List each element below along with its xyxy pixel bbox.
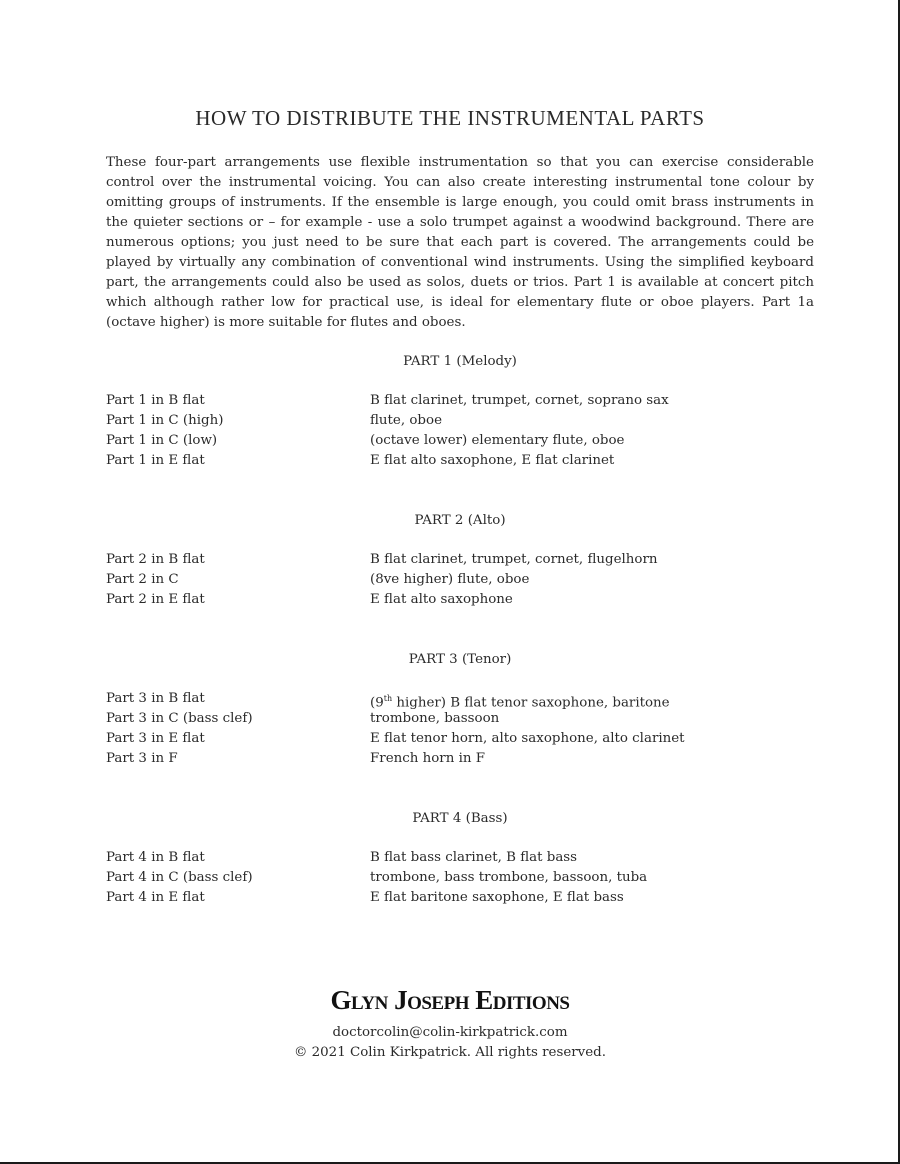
intro-paragraph: These four-part arrangements use flexible instrumentation so that you can exercise considerable control over the instrumental voicing. You can also create interesting instrumental tone colour by omitting groups of instruments. If the ensemble is large enough, you could omit brass instruments in the quieter sections or – for example - use a solo trumpet against a woodwind background. There are numerous options; you just need to be sure that each part is covered. The arrangements could be played by virtually any combination of conventional wind instruments. Using the simplified keyboard part, the arrangements could also be used as solos, duets or trios. Part 1 is available at concert pitch which although rather low for practical use, is ideal for elementary flute or oboe players. Part 1a (octave higher) is more suitable for flutes and oboes. [106, 155, 814, 330]
part-instruments: E flat alto saxophone [370, 592, 513, 607]
section-part-1 [106, 352, 814, 471]
part-instruments: trombone, bass trombone, bassoon, tuba [370, 870, 648, 885]
part-row [106, 888, 814, 908]
part-instruments: (octave lower) elementary flute, oboe [370, 433, 625, 448]
part-instruments: French horn in F [370, 751, 486, 766]
part-name: Part 4 in E flat [106, 890, 205, 905]
section-heading: PART 2 (Alto) [414, 513, 506, 528]
part-row [106, 729, 814, 749]
part-name: Part 4 in B flat [106, 850, 205, 865]
part-instruments: B flat bass clarinet, B flat bass [370, 850, 578, 865]
part-instruments: E flat alto saxophone, E flat clarinet [370, 453, 615, 468]
part-instruments: B flat clarinet, trumpet, cornet, soprano sax [370, 393, 669, 408]
part-instruments: (8ve higher) flute, oboe [370, 572, 530, 587]
copyright-notice: © 2021 Colin Kirkpatrick. All rights reserved. [293, 1045, 606, 1060]
part-row [106, 550, 814, 570]
part-name: Part 3 in F [106, 751, 178, 766]
part-row [106, 709, 814, 729]
part-row [106, 590, 814, 610]
page-title: HOW TO DISTRIBUTE THE INSTRUMENTAL PARTS [195, 106, 705, 130]
publisher-logo: Glyn Joseph Editions [330, 985, 570, 1015]
part-name: Part 3 in C (bass clef) [106, 711, 253, 726]
section-heading: PART 4 (Bass) [412, 811, 508, 826]
part-instruments: flute, oboe [370, 413, 442, 428]
part-instruments: B flat clarinet, trumpet, cornet, flugelhorn [370, 552, 658, 567]
part-row [106, 570, 814, 590]
contact-email[interactable]: doctorcolin@colin-kirkpatrick.com [332, 1025, 568, 1040]
part-name: Part 1 in E flat [106, 453, 205, 468]
part-row [106, 848, 814, 868]
part-name: Part 2 in E flat [106, 592, 205, 607]
part-name: Part 3 in B flat [106, 691, 205, 706]
part-instruments: E flat tenor horn, alto saxophone, alto clarinet [370, 731, 685, 746]
part-row [106, 411, 814, 431]
part-name: Part 3 in E flat [106, 731, 205, 746]
part-row [106, 689, 814, 709]
section-heading: PART 1 (Melody) [403, 354, 517, 369]
part-instruments: trombone, bassoon [370, 711, 500, 726]
part-instruments [370, 689, 814, 709]
part-name: Part 2 in B flat [106, 552, 205, 567]
instruments-prefix: (9 [370, 695, 384, 711]
part-instruments: E flat baritone saxophone, E flat bass [370, 890, 624, 905]
part-name: Part 1 in B flat [106, 393, 205, 408]
section-part-2 [106, 511, 814, 610]
section-part-4 [106, 809, 814, 908]
part-row [106, 868, 814, 888]
instruments-rest: higher) B flat tenor saxophone, baritone [392, 695, 670, 711]
part-name: Part 1 in C (high) [106, 413, 224, 428]
section-part-3 [106, 650, 814, 769]
part-row [106, 431, 814, 451]
part-row [106, 391, 814, 411]
part-row [106, 451, 814, 471]
part-name: Part 1 in C (low) [106, 433, 218, 448]
part-row [106, 749, 814, 769]
section-heading: PART 3 (Tenor) [408, 652, 512, 667]
part-name: Part 2 in C [106, 572, 179, 587]
part-name: Part 4 in C (bass clef) [106, 870, 253, 885]
ordinal-suffix: th [383, 694, 393, 703]
